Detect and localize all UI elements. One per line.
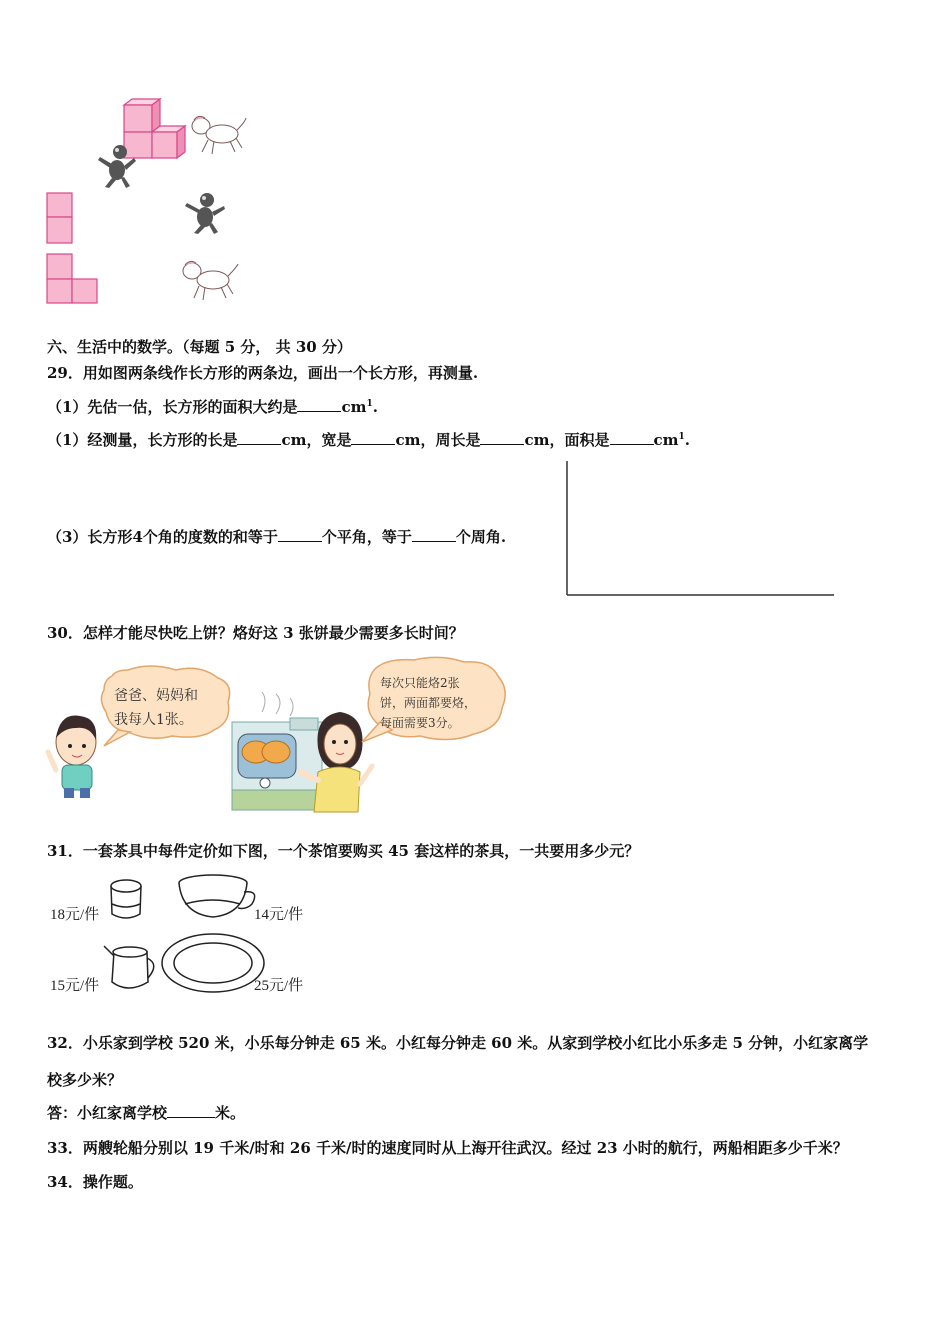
price-label-teapot: 15元/件 (50, 978, 100, 994)
q32-stem-line-2: 校多少米？ (47, 1071, 123, 1089)
q29-part3-text-d: 个周角. (455, 528, 507, 546)
answer-blank-distance[interactable] (167, 1103, 215, 1118)
q29-part3-text-b: 个角的度数的和等于 (142, 528, 278, 546)
plate-icon (162, 934, 264, 992)
q29-stem: 29．用如图两条线作长方形的两条边，画出一个长方形，再测量. (47, 364, 479, 382)
tea-cup-icon (179, 875, 255, 917)
q29-part3-num: 4 (132, 528, 143, 546)
section-heading: 六、生活中的数学。（每题 5 分， 共 30 分） (47, 338, 352, 356)
boy-bubble-line-1: 爸爸、妈妈和 (114, 688, 198, 704)
q29-part2-text-d: cm，面积是 (524, 431, 610, 449)
punct: . (684, 431, 691, 449)
q29-part1-text: （1）先估一估，长方形的面积大约是 (47, 398, 298, 416)
q29-part3-text-a: （3）长方形 (47, 528, 133, 546)
q33-stem: 33．两艘轮船分别以 19 千米/时和 26 千米/时的速度同时从上海开往武汉。经过 23 小时的航行，两船相距多少千米？ (47, 1139, 848, 1157)
q29-part3-text-c: 个平角，等于 (321, 528, 412, 546)
unit-cm: cm (341, 398, 367, 416)
q29-part2-text-b: cm，宽是 (281, 431, 352, 449)
small-cup-icon (111, 880, 141, 918)
unit-sup: 1 (366, 399, 373, 409)
punct: . (372, 398, 378, 416)
q32-answer (47, 1102, 245, 1123)
price-label-small-cup: 18元/件 (50, 907, 100, 923)
q30-stem: 30．怎样才能尽快吃上饼？烙好这 3 张饼最少需要多长时间？ (47, 624, 464, 642)
q29-part2-text-a: （1）经测量，长方形的长是 (47, 431, 238, 449)
unit-sup: 1 (678, 432, 685, 442)
q31-stem: 31．一套茶具中每件定价如下图，一个茶馆要购买 45 套这样的茶具，一共要用多少元？ (47, 842, 640, 860)
price-label-tea-cup: 14元/件 (254, 907, 304, 923)
boy-bubble-line-2: 我每人1张。 (114, 712, 193, 728)
mother-bubble-line-2: 饼，两面都要烙， (380, 696, 477, 710)
q32-answer-text-b: 米。 (215, 1104, 246, 1122)
teapot-icon (104, 946, 154, 988)
q34-stem: 34．操作题。 (47, 1173, 143, 1191)
unit-cm: cm (653, 431, 679, 449)
q32-answer-text-a: 答：小红家离学校 (47, 1104, 168, 1122)
price-label-plate: 25元/件 (254, 978, 304, 994)
mother-bubble-line-3: 每面需要3分。 (380, 716, 460, 730)
mother-bubble-line-1: 每次只能烙2张 (380, 676, 460, 690)
q32-stem-line-1: 32．小乐家到学校 520 米，小乐每分钟走 65 米。小红每分钟走 60 米。从家到学校小红比小乐多走 5 分钟，小红家离学 (47, 1034, 869, 1052)
q29-part2-text-c: cm，周长是 (395, 431, 481, 449)
